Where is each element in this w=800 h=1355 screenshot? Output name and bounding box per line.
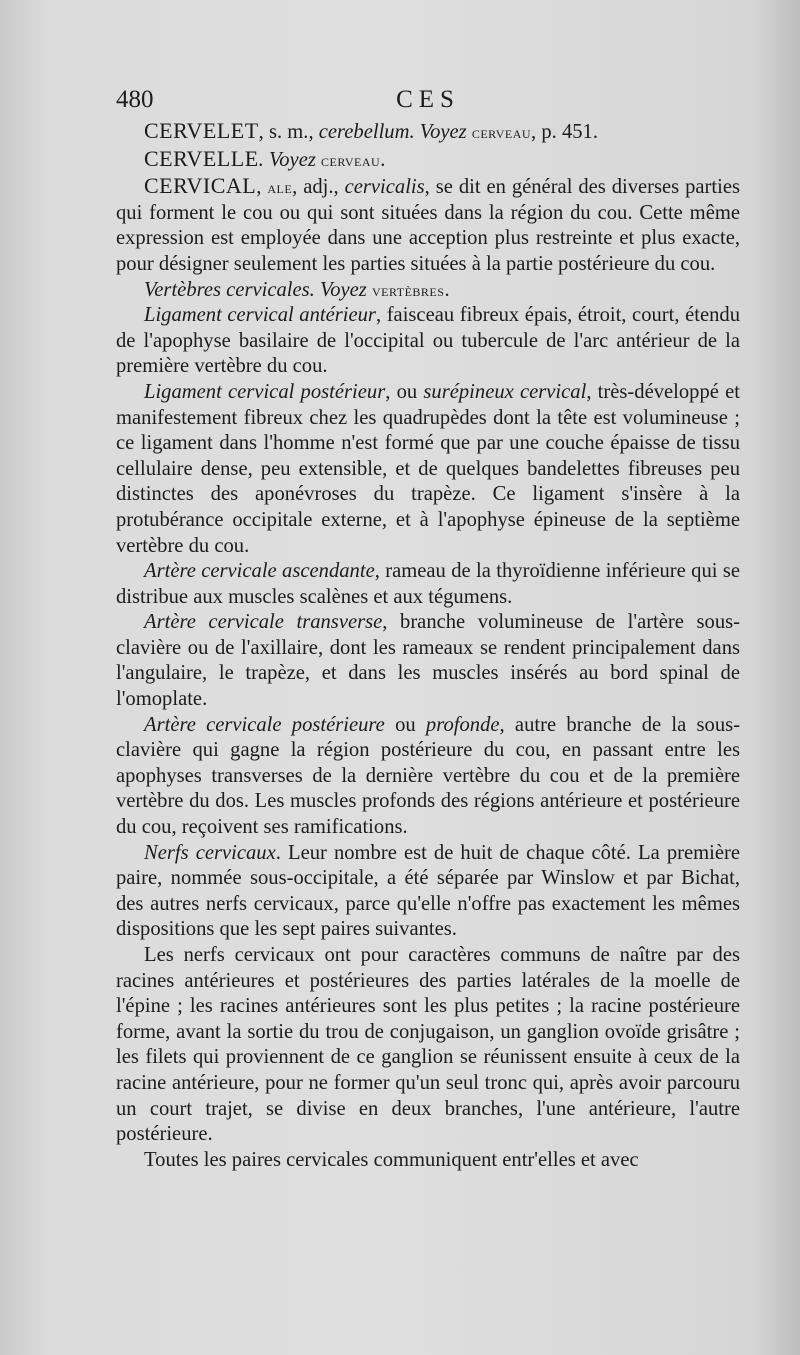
paragraph-nerfs-caracteres — [116, 943, 740, 1148]
text-block — [116, 118, 740, 1173]
punctuation: . — [380, 148, 386, 171]
paragraph-ligament-anterieur — [116, 303, 740, 380]
latin-term: cerebellum — [318, 121, 410, 143]
term: Vertèbres cervicales — [144, 278, 310, 301]
definition: , branche volumineuse de l'artère sous-clavière ou de l'axillaire, dont les rameaux se rendent principalement dans l'angulaire, le trapèze, et dans les muscles insérés au bord spinal de l'omoplate. — [116, 611, 740, 711]
definition: , faisceau fibreux épais, étroit, court, étendu de l'apophyse basilaire de l'occipital ou tubercule de l'arc antérieur de la première vertèbre du cou. — [116, 304, 740, 378]
see-reference: . Voyez — [309, 278, 372, 301]
term-alternate: profonde — [425, 713, 500, 736]
headword: CERVICAL — [144, 173, 257, 199]
definition: . Leur nombre est de huit de chaque côté. La première paire, nommée sous-occipitale, a été séparée par Winslow et par Bichat, des autres nerfs cervicaux, parce qu'elle n'offre pas exactement les mêmes dispositions que les sept paires suivantes. — [116, 841, 740, 941]
term: Nerfs cervicaux — [144, 841, 276, 864]
grammar: , s. m., — [258, 121, 319, 143]
latin-term: cervicalis — [344, 176, 425, 199]
paragraph-artere-ascendante — [116, 559, 740, 610]
definition: , rameau de la thyroïdienne inférieure qui se distribue aux muscles scalènes et aux tégumens. — [116, 560, 741, 608]
definition: , se dit en général des diverses parties qui forment le cou ou qui sont situées dans la région du cou. Cette même expression est employée dans une acception plus restreinte et plus exacte, pour désigner seulement les parties situées à la partie postérieure du cou. — [116, 176, 741, 275]
paragraph-nerfs-cervicaux — [116, 841, 740, 943]
entry-cervical: CERVICAL, ale, adj., cervicalis, se dit en général des diverses parties qui forment le cou ou qui sont situées dans la région du cou. Cette même expression est employée dans une acception plus restreinte et plus exacte, pour désigner seulement les parties situées à la partie postérieure du cou. — [116, 173, 741, 275]
grammar: , adj., — [292, 176, 345, 199]
conjunction: ou — [384, 713, 426, 736]
definition: , très-développé et manifestement fibreux chez les quadrupèdes dont la tête est volumineuse ; ce ligament dans l'homme n'est formé que par une couche épaisse de tissu cellulaire dense, peu extensible, et de quelques bandelettes fibreuses peu distinctes des aponévroses du trapèze. Ce ligament s'insère à la protubérance occipitale externe, et à l'apophyse épineuse de la septième vertèbre du cou. — [116, 380, 740, 557]
definition: , autre branche de la sous-clavière qui gagne la région postérieure du cou, en passant entre les apophyses transverses de la dernière vertèbre du cou et de la première vertèbre du dos. Les muscles profonds des régions antérieure et postérieure du cou, reçoivent ses ramifications. — [116, 713, 741, 839]
term-alternate: surépineux cervical — [423, 380, 587, 403]
paragraph-toutes-paires — [116, 1148, 740, 1174]
headword: CERVELET — [144, 118, 259, 143]
term: Artère cervicale ascendante — [144, 560, 375, 583]
see-reference: . Voyez — [409, 121, 472, 143]
see-reference: . Voyez — [258, 148, 322, 171]
cross-reference: vertèbres — [371, 280, 445, 300]
page-number: 480 — [116, 86, 154, 113]
headword: CERVELLE — [144, 145, 259, 171]
entry-cervelet — [116, 118, 740, 146]
term: Artère cervicale postérieure — [144, 713, 385, 736]
term: Artère cervicale transverse — [144, 611, 383, 634]
entry-cervelle — [116, 146, 740, 174]
paragraph-artere-transverse — [116, 610, 740, 712]
paragraph-artere-posterieure — [116, 713, 740, 841]
body-text: Les nerfs cervicaux ont pour caractères communs de naître par des racines antérieures et postérieures des parties latérales de la moelle de l'épine ; les racines antérieures sont les plus petites ; la racine postérieure forme, avant la sortie du trou de conjugaison, un ganglion ovoïde grisâtre ; les filets qui proviennent de ce ganglion se réunissent ensuite à ceux de la racine antérieure, pour ne former qu'un seul tronc qui, après avoir parcouru un court trajet, se divise en deux branches, l'une antérieure, l'autre postérieure. — [116, 944, 740, 1146]
term: Ligament cervical postérieur — [144, 380, 386, 403]
cross-reference: cerveau — [321, 150, 381, 170]
term: Ligament cervical antérieur — [144, 304, 376, 327]
paragraph-vertebres — [116, 278, 740, 304]
page-reference: , p. 451. — [531, 121, 598, 143]
body-text: Toutes les paires cervicales communiquent entr'elles et avec — [144, 1148, 639, 1171]
running-head — [116, 86, 740, 118]
grammar-feminine: ale — [267, 178, 293, 198]
paragraph-ligament-posterieur — [116, 380, 740, 559]
cross-reference: cerveau — [471, 123, 532, 142]
running-title: CES — [396, 86, 460, 113]
conjunction: , ou — [385, 380, 424, 403]
punctuation: . — [444, 278, 450, 301]
